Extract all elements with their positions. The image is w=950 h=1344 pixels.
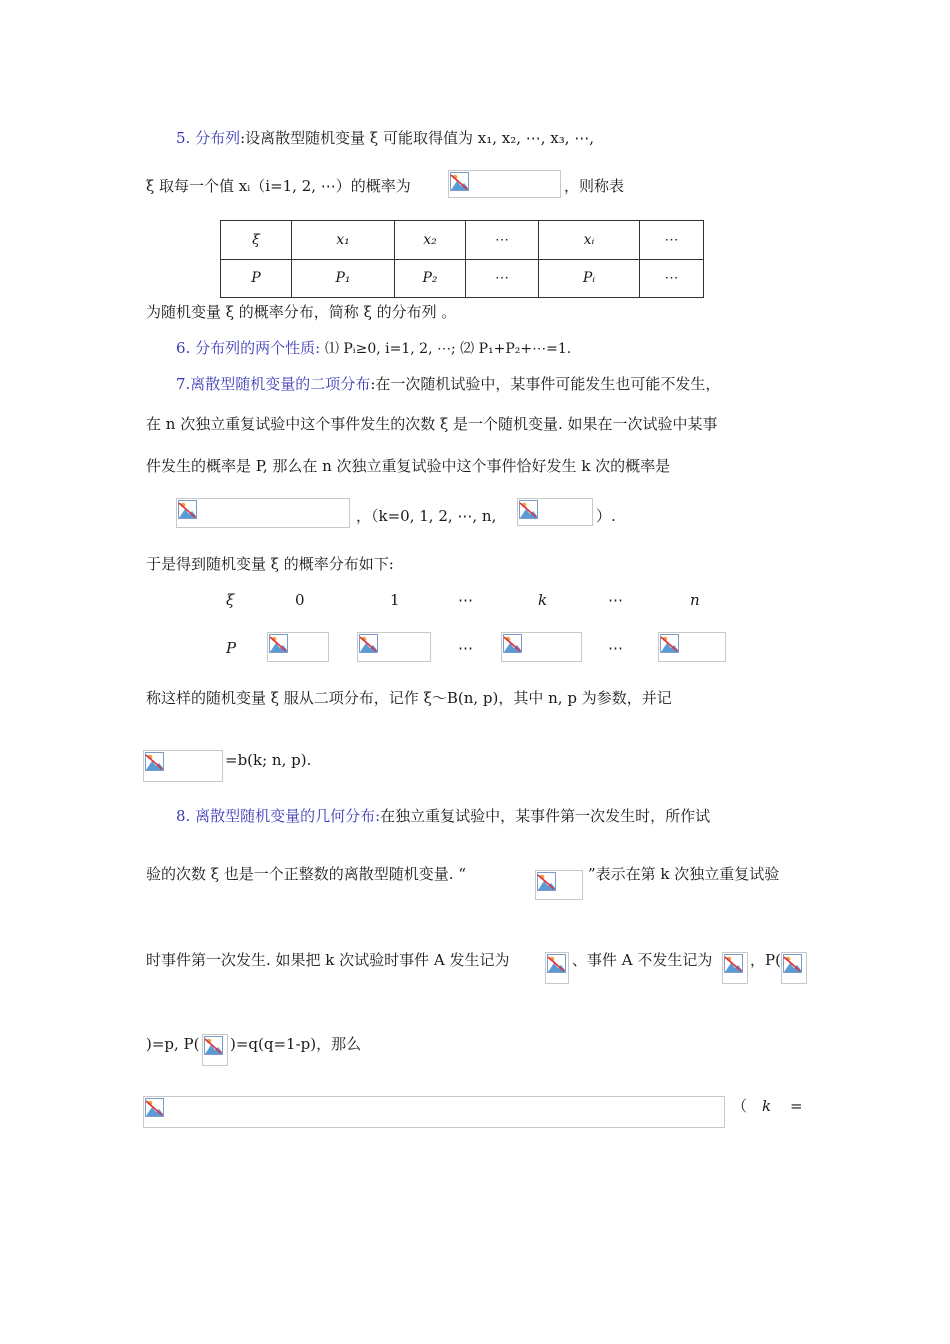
s7-formula-end: ）. bbox=[596, 507, 616, 525]
dist-value: ⋯ bbox=[458, 591, 473, 609]
formula-image bbox=[202, 1034, 228, 1066]
broken-image-icon bbox=[145, 1098, 164, 1117]
s5-number: 5. bbox=[176, 129, 191, 147]
s8-line5a: （ bbox=[732, 1097, 748, 1115]
formula-image bbox=[267, 632, 329, 662]
formula-image bbox=[448, 170, 561, 198]
formula-image bbox=[781, 952, 807, 984]
formula-image bbox=[501, 632, 582, 662]
s8-line2b: ”表示在第 k 次独立重复试验 bbox=[588, 865, 780, 883]
broken-image-icon bbox=[503, 634, 522, 653]
s8-number: 8. bbox=[176, 807, 191, 825]
s8-line5c: = bbox=[790, 1097, 803, 1115]
dist-value: 0 bbox=[295, 591, 305, 609]
table-cell: xᵢ bbox=[539, 221, 640, 260]
broken-image-icon bbox=[178, 500, 197, 519]
s8-line2a: 验的次数 ξ 也是一个正整数的离散型随机变量. “ bbox=[146, 865, 467, 883]
s8-title: 离散型随机变量的几何分布: bbox=[195, 807, 381, 825]
formula-image bbox=[545, 952, 569, 984]
s5-text-1: :设离散型随机变量 ξ 可能取得值为 x₁, x₂, ⋯, x₃, ⋯, bbox=[240, 129, 595, 147]
s5-title: 分布列 bbox=[195, 129, 241, 147]
s8-line4b: )=q(q=1-p)，那么 bbox=[230, 1035, 362, 1053]
s6-text: ⑴ Pᵢ≥0, i=1, 2, ⋯; ⑵ P₁+P₂+⋯=1. bbox=[324, 341, 572, 357]
dist-value: k bbox=[538, 591, 548, 609]
dist-value: 1 bbox=[390, 591, 400, 609]
s5-line2b: ，则称表 bbox=[564, 177, 625, 195]
s7-line5: 称这样的随机变量 ξ 服从二项分布，记作 ξ～B(n, p)，其中 n, p 为参数，并记 bbox=[146, 689, 672, 707]
table-cell: ξ bbox=[221, 221, 292, 260]
s7-text-1: :在一次随机试验中，某事件可能发生也可能不发生， bbox=[370, 375, 721, 393]
dist-value: ⋯ bbox=[458, 639, 473, 657]
table-row bbox=[221, 259, 704, 298]
table-cell: ⋯ bbox=[640, 221, 704, 260]
s8-line3a: 时事件第一次发生. 如果把 k 次试验时事件 A 发生记为 bbox=[146, 951, 510, 969]
broken-image-icon bbox=[660, 634, 679, 653]
formula-image bbox=[658, 632, 726, 662]
s8-line3c: ，P( bbox=[750, 951, 781, 969]
dist-value: ⋯ bbox=[608, 639, 623, 657]
table-cell: P bbox=[221, 259, 292, 298]
formula-image bbox=[357, 632, 431, 662]
s7-line1 bbox=[176, 374, 720, 394]
s5-line2a: ξ 取每一个值 xᵢ（i=1, 2, ⋯）的概率为 bbox=[146, 177, 411, 195]
dist-value: ⋯ bbox=[608, 591, 623, 609]
s7-line2: 在 n 次独立重复试验中这个事件发生的次数 ξ 是一个随机变量. 如果在一次试验中某事 bbox=[146, 415, 718, 433]
broken-image-icon bbox=[269, 634, 288, 653]
s5-line1 bbox=[176, 128, 594, 148]
broken-image-icon bbox=[450, 172, 469, 191]
dist-label-xi: ξ bbox=[226, 591, 235, 609]
broken-image-icon bbox=[547, 954, 566, 973]
broken-image-icon bbox=[145, 752, 164, 771]
s8-line3b: 、事件 A 不发生记为 bbox=[572, 951, 713, 969]
broken-image-icon bbox=[519, 500, 538, 519]
broken-image-icon bbox=[359, 634, 378, 653]
broken-image-icon bbox=[783, 954, 802, 973]
formula-image bbox=[517, 498, 593, 526]
s7-line6: =b(k; n, p). bbox=[225, 751, 312, 769]
table-cell: ⋯ bbox=[466, 221, 539, 260]
table-cell: Pᵢ bbox=[539, 259, 640, 298]
broken-image-icon bbox=[204, 1036, 223, 1055]
broken-image-icon bbox=[537, 872, 556, 891]
s7-title: 7.离散型随机变量的二项分布 bbox=[176, 375, 371, 393]
table-cell: ⋯ bbox=[466, 259, 539, 298]
formula-image bbox=[143, 1096, 725, 1128]
s5-line3: 为随机变量 ξ 的概率分布，简称 ξ 的分布列 。 bbox=[146, 303, 457, 321]
formula-image bbox=[176, 498, 350, 528]
formula-image bbox=[143, 750, 223, 782]
s6-line bbox=[176, 338, 571, 359]
s7-formula-mid: ，（k=0, 1, 2, ⋯, n, bbox=[356, 507, 497, 525]
s8-line1 bbox=[176, 806, 710, 826]
formula-image bbox=[535, 870, 583, 900]
s8-line4a: )=p, P( bbox=[146, 1035, 200, 1053]
table-cell: x₁ bbox=[292, 221, 395, 260]
table-row bbox=[221, 221, 704, 260]
s7-line4: 于是得到随机变量 ξ 的概率分布如下: bbox=[146, 555, 394, 573]
distribution-table bbox=[220, 220, 704, 298]
dist-label-p: P bbox=[226, 639, 237, 657]
s8-text-1: 在独立重复试验中，某事件第一次发生时，所作试 bbox=[380, 807, 711, 825]
s6-title: 分布列的两个性质: bbox=[195, 339, 321, 357]
dist-value: n bbox=[690, 591, 700, 609]
broken-image-icon bbox=[724, 954, 743, 973]
table-cell: ⋯ bbox=[640, 259, 704, 298]
s7-line3: 件发生的概率是 P, 那么在 n 次独立重复试验中这个事件恰好发生 k 次的概率是 bbox=[146, 457, 671, 475]
s6-number: 6. bbox=[176, 339, 191, 357]
formula-image bbox=[722, 952, 748, 984]
s8-line5b: k bbox=[762, 1097, 772, 1115]
table-cell: x₂ bbox=[395, 221, 466, 260]
table-cell: P₂ bbox=[395, 259, 466, 298]
table-cell: P₁ bbox=[292, 259, 395, 298]
